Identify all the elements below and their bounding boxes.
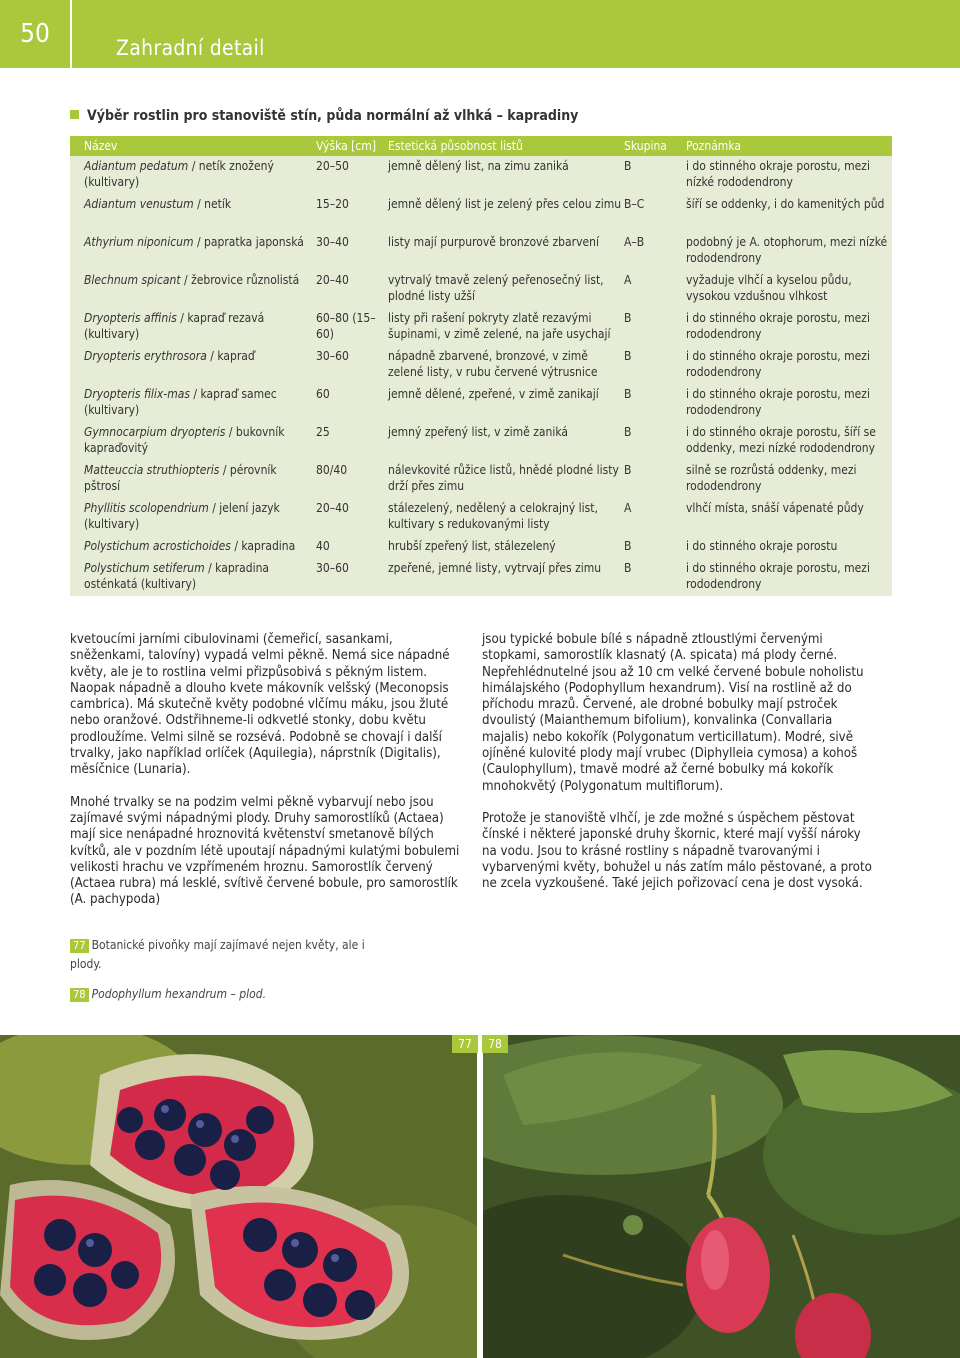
cell-name [84, 500, 306, 532]
cell-name [84, 196, 306, 212]
fern-table [70, 136, 892, 596]
latin-name: Dryopteris filix-mas [84, 387, 190, 401]
paragraph: kvetoucími jarními cibulovinami (čemeřicí, sasankami, sněženkami, talovíny) vypadá velmi pěkně. Nemá sice nápadné květy, ale je to rostlina velmi přizpůsobivá s pěkným listem. Naopak nápadně a dlouho kvete mákovník velšský (Meconopsis cambrica). Má skutečně květy podobné vlčímu máku, jsou žluté nebo oranžové. Odstřihneme-li odkvetlé stonky, dobu květu prodloužíme. Velmi silně se rozsévá. Podobně se chovají i další trvalky, jako například orlíček (Aquilegia), náprstník (Digitalis), měsíčnice (Lunaria). [70, 632, 450, 778]
latin-name: Athyrium niponicum [84, 235, 194, 249]
common-name: / kapraď rezavá (kultivary) [84, 311, 265, 341]
paragraph: Mnohé trvalky se na podzim velmi pěkně vybarvují nebo jsou zajímavé svými nápadnými plody. Druhy samorostlíků (Actaea) mají sice nenápadné hroznovitá květenství smetanově bílých kvítků, ale v pozdním létě upoutají nápadnými kulatými bobulemi velikosti hrachu ve vzpřímeném hroznu. Samorostlík červený (Actaea rubra) má lesklé, svítivě červené bobule, pro samorostlík (A. pachypoda) [70, 794, 460, 908]
latin-name: Dryopteris erythrosora [84, 349, 207, 363]
cell-note: i do stinného okraje porostu [686, 539, 838, 553]
body-column-right [482, 632, 872, 908]
cell-group: B [624, 539, 632, 553]
photo-peony-seeds [0, 1035, 477, 1358]
cell-effect: jemně dělený list, na zimu zaniká [388, 159, 569, 173]
cell-name [84, 310, 306, 342]
cell-group: B [624, 425, 632, 439]
cell-group: A–B [624, 235, 645, 249]
cell-name [84, 462, 306, 494]
cell-height: 30–40 [316, 235, 349, 249]
cell-height: 80/40 [316, 463, 348, 477]
cell-name [84, 158, 306, 190]
latin-name: Gymnocarpium dryopteris [84, 425, 226, 439]
caption-text: Podophyllum hexandrum – plod. [91, 987, 267, 1001]
cell-height: 40 [316, 539, 330, 553]
cell-group: A [624, 501, 632, 515]
cell-group: B [624, 311, 632, 325]
cell-effect: jemný zpeřený list, v zimě zaniká [388, 425, 569, 439]
bullet-square-icon [70, 110, 79, 119]
latin-name: Blechnum spicant [84, 273, 181, 287]
cell-name [84, 386, 306, 418]
common-name: / netík [193, 197, 232, 211]
cell-note: podobný je A. otophorum, mezi nízké rododendrony [686, 235, 888, 265]
common-name: / kapraď [206, 349, 255, 363]
col-header-group: Skupina [624, 139, 667, 153]
cell-group: B–C [624, 197, 645, 211]
cell-height: 30–60 [316, 349, 349, 363]
peony-seeds-image [0, 1035, 477, 1358]
cell-name [84, 560, 306, 592]
section-title [70, 108, 578, 124]
latin-name: Matteuccia struthiopteris [84, 463, 220, 477]
cell-group: B [624, 463, 632, 477]
cell-effect: stálezelený, nedělený a celokrajný list, kultivary s redukovanými listy [388, 501, 598, 531]
cell-note: silně se rozrůstá oddenky, mezi rododendrony [686, 463, 857, 493]
photo-label-78: 78 [482, 1035, 508, 1053]
cell-note: i do stinného okraje porostu, mezi rododendrony [686, 387, 870, 417]
common-name: / pérovník pštrosí [84, 463, 277, 493]
caption-77 [70, 936, 390, 974]
col-header-name: Název [84, 139, 118, 153]
caption-number: 78 [70, 988, 89, 1002]
common-name: / kapradina [230, 539, 296, 553]
caption-text: Botanické pivoňky mají zajímavé nejen květy, ale i plody. [70, 938, 365, 971]
cell-height: 60 [316, 387, 330, 401]
cell-group: B [624, 159, 632, 173]
latin-name: Phyllitis scolopendrium [84, 501, 209, 515]
page-title: Zahradní detail [116, 36, 265, 60]
common-name: / žebrovice různolistá [180, 273, 300, 287]
common-name: / jelení jazyk (kultivary) [84, 501, 280, 531]
cell-height: 20–40 [316, 501, 349, 515]
cell-effect: nálevkovité růžice listů, hnědé plodné listy drží přes zimu [388, 463, 619, 493]
cell-height: 30–60 [316, 561, 349, 575]
cell-name [84, 272, 306, 288]
common-name: / kapraď samec (kultivary) [84, 387, 277, 417]
paragraph: Protože je stanoviště vlhčí, je zde možné s úspěchem pěstovat čínské i některé japonské druhy škornic, které mají vyšší nároky na vodu. Jsou to krásné rostliny s nápadně tvarovanými i vybarvenými květy, bohužel u nás zatím málo pěstované, a proto ne zcela vyzkoušené. Také jejich pořizovací cena je dost vysoká. [482, 810, 872, 892]
col-header-height: Výška [cm] [316, 139, 377, 153]
page-number: 50 [0, 0, 72, 68]
latin-name: Adiantum venustum [84, 197, 194, 211]
cell-name [84, 424, 306, 456]
cell-height: 20–50 [316, 159, 349, 173]
latin-name: Polystichum acrostichoides [84, 539, 231, 553]
cell-group: B [624, 349, 632, 363]
cell-note: vlhčí místa, snáší vápenaté půdy [686, 501, 864, 515]
section-title-text: Výběr rostlin pro stanoviště stín, půda normální až vlhká – kapradiny [87, 108, 579, 124]
common-name: / netík znožený (kultivary) [84, 159, 274, 189]
cell-note: i do stinného okraje porostu, mezi rododendrony [686, 561, 870, 591]
caption-78 [70, 985, 390, 1004]
cell-effect: nápadně zbarvené, bronzové, v zimě zelené listy, v rubu červené výtrusnice [388, 349, 598, 379]
common-name: / papratka japonská [193, 235, 304, 249]
cell-group: A [624, 273, 632, 287]
cell-name [84, 348, 306, 364]
table-header [70, 136, 892, 156]
paragraph: jsou typické bobule bílé s nápadně ztloustlými červenými stopkami, samorostlík klasnatý (A. spicata) má plody černé. Nepřehlédnutelné jsou až 10 cm velké červené bobule noholistu himálajského (Podophyllum hexandrum). Visí na rostlině až do příchodu mrazů. Červené, ale drobné bobulky mají pstroček dvoulistý (Maianthemum bifolium), konvalinka (Convallaria majalis) nebo kokořík (Polygonatum verticillatum). Modré, sivě ojíněné kulovité plody mají vrubec (Diphylleia cymosa) a kohoš (Caulophyllum), tmavě modré až černé bobulky má kokořík mnohokvětý (Polygonatum multiflorum). [482, 632, 864, 794]
cell-effect: hrubší zpeřený list, stálezelený [388, 539, 556, 553]
col-header-note: Poznámka [686, 139, 741, 153]
cell-effect: zpeřené, jemné listy, vytrvají přes zimu [388, 561, 602, 575]
photo-podophyllum [483, 1035, 960, 1358]
cell-height: 25 [316, 425, 330, 439]
cell-effect: jemně dělené, zpeřené, v zimě zanikají [388, 387, 599, 401]
cell-name [84, 234, 306, 250]
cell-effect: jemně dělený list je zelený přes celou zimu [388, 197, 622, 211]
latin-name: Adiantum pedatum [84, 159, 189, 173]
cell-effect: listy mají purpurově bronzové zbarvení [388, 235, 599, 249]
cell-height: 60–80 (15–60) [316, 311, 376, 341]
latin-name: Polystichum setiferum [84, 561, 205, 575]
cell-group: B [624, 561, 632, 575]
common-name: / bukovník kapraďovitý [84, 425, 285, 455]
cell-note: šíří se oddenky, i do kamenitých půd [686, 197, 885, 211]
cell-name [84, 538, 306, 554]
cell-group: B [624, 387, 632, 401]
cell-note: i do stinného okraje porostu, mezi rododendrony [686, 349, 870, 379]
cell-effect: listy při rašení pokryty zlatě rezavými šupinami, v zimě zelené, na jaře usychají [388, 311, 611, 341]
cell-height: 20–40 [316, 273, 349, 287]
common-name: / kapradina osténkatá (kultivary) [84, 561, 270, 591]
body-column-left [70, 632, 460, 925]
col-header-effect: Estetická působnost listů [388, 139, 523, 153]
podophyllum-image [483, 1035, 960, 1358]
cell-effect: vytrvalý tmavě zelený peřenosečný list, plodné listy užší [388, 273, 604, 303]
caption-number: 77 [70, 939, 89, 953]
cell-note: i do stinného okraje porostu, šíří se oddenky, mezi nízké rododendrony [686, 425, 876, 455]
photo-label-77: 77 [452, 1035, 478, 1053]
latin-name: Dryopteris affinis [84, 311, 177, 325]
cell-height: 15–20 [316, 197, 349, 211]
cell-note: i do stinného okraje porostu, mezi rododendrony [686, 311, 870, 341]
cell-note: vyžaduje vlhčí a kyselou půdu, vysokou vzdušnou vlhkost [686, 273, 852, 303]
cell-note: i do stinného okraje porostu, mezi nízké rododendrony [686, 159, 870, 189]
